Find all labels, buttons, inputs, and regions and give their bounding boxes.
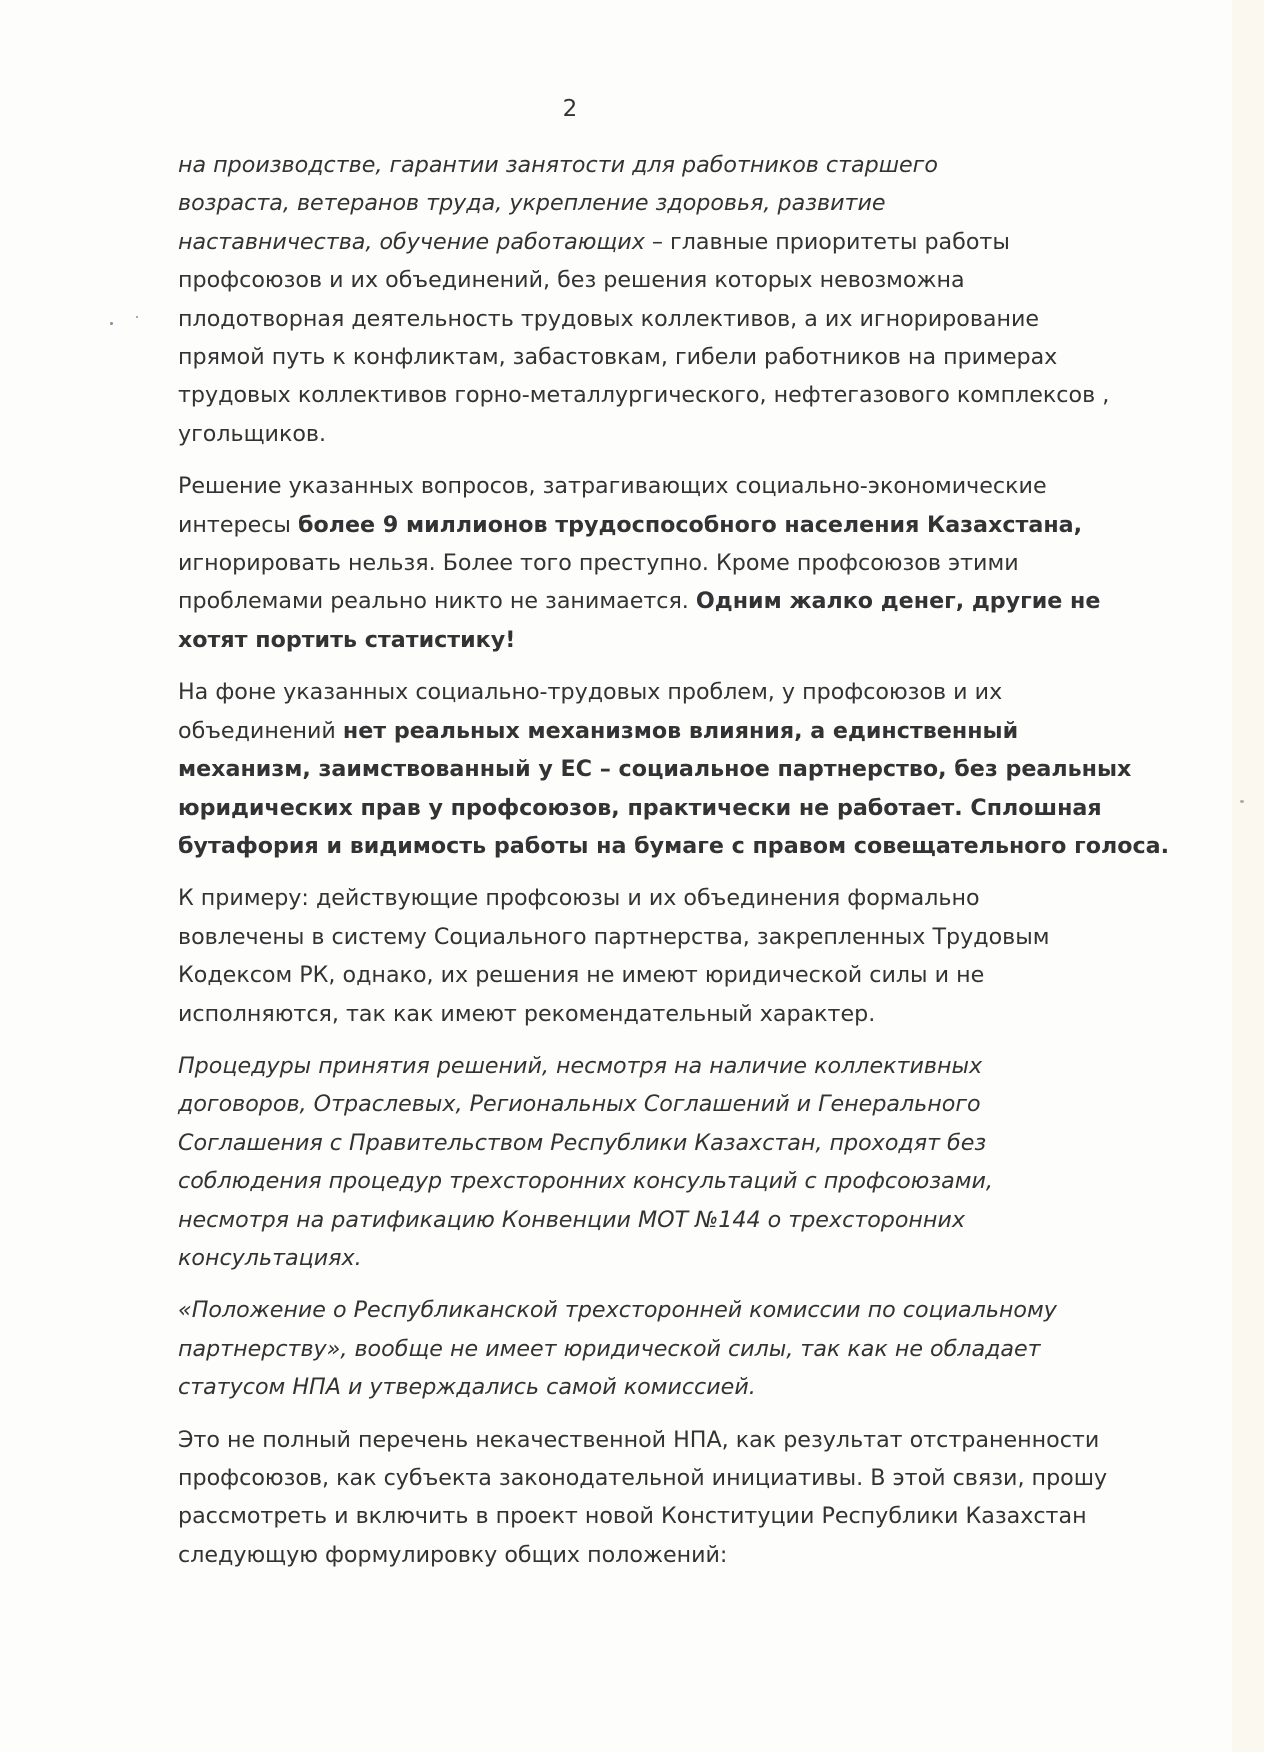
text-run: вовлечены в систему Социального партнерства, закрепленных Трудовым	[178, 923, 1050, 950]
text-run: – главные приоритеты работы	[644, 228, 1010, 255]
text-line	[178, 184, 1168, 222]
text-line	[178, 918, 1168, 956]
text-line	[178, 415, 1168, 453]
italic-text-run: «Положение о Республиканской трехсторонней комиссии по социальному	[178, 1297, 1057, 1324]
italic-text-run: возраста, ветеранов труда, укрепление здоровья, развитие	[178, 190, 886, 217]
bold-text-run: бутафория и видимость работы на бумаге с правом совещательного голоса.	[178, 832, 1169, 859]
text-line	[178, 1124, 1168, 1162]
scan-speck	[110, 322, 113, 325]
page-number: 2	[562, 96, 578, 122]
text-line	[178, 582, 1168, 620]
paragraph	[178, 467, 1168, 659]
text-run: проблемами реально никто не занимается.	[178, 588, 696, 615]
text-line	[178, 1421, 1168, 1459]
bold-text-run: нет реальных механизмов влияния, а единственный	[342, 717, 1019, 744]
paragraph	[178, 146, 1168, 453]
text-run: интересы	[178, 511, 299, 538]
bold-text-run: Одним жалко денег, другие не	[695, 588, 1101, 615]
italic-text-run: наставничества, обучение работающих	[178, 228, 645, 255]
text-line	[178, 879, 1168, 917]
document-body	[178, 146, 1168, 1588]
italic-text-run: несмотря на ратификацию Конвенции МОТ №144 о трехсторонних	[178, 1206, 965, 1233]
text-run: объединений	[178, 717, 343, 744]
italic-text-run: соблюдения процедур трехсторонних консультаций с профсоюзами,	[178, 1168, 993, 1195]
text-line	[178, 1459, 1168, 1497]
bold-text-run: более 9 миллионов трудоспособного населения Казахстана,	[298, 511, 1083, 538]
paragraph	[178, 1291, 1168, 1406]
text-line	[178, 1201, 1168, 1239]
text-line	[178, 1291, 1168, 1329]
scan-speck	[136, 316, 138, 318]
text-line	[178, 1085, 1168, 1123]
text-run: рассмотреть и включить в проект новой Конституции Республики Казахстан	[178, 1503, 1087, 1530]
bold-text-run: юридических прав у профсоюзов, практически не работает. Сплошная	[178, 794, 1102, 821]
text-line	[178, 300, 1168, 338]
bold-text-run: хотят портить статистику!	[178, 626, 516, 653]
scan-page-edge	[1232, 0, 1264, 1752]
text-line	[178, 1330, 1168, 1368]
text-run: исполняются, так как имеют рекомендательный характер.	[178, 1000, 876, 1027]
paragraph	[178, 1047, 1168, 1277]
text-run: профсоюзов и их объединений, без решения которых невозможна	[178, 267, 965, 294]
text-run: игнорировать нельзя. Более того преступно. Кроме профсоюзов этими	[178, 550, 1019, 577]
text-run: На фоне указанных социально-трудовых проблем, у профсоюзов и их	[178, 679, 1003, 706]
italic-text-run: Соглашения с Правительством Республики Казахстан, проходят без	[178, 1129, 987, 1156]
italic-text-run: статусом НПА и утверждались самой комиссией.	[178, 1374, 756, 1401]
text-run: К примеру: действующие профсоюзы и их объединения формально	[178, 885, 980, 912]
text-line	[178, 956, 1168, 994]
text-run: плодотворная деятельность трудовых коллективов, а их игнорирование	[178, 305, 1040, 332]
text-line	[178, 467, 1168, 505]
paragraph	[178, 673, 1168, 865]
italic-text-run: партнерству», вообще не имеет юридической силы, так как не обладает	[178, 1335, 1041, 1362]
text-line	[178, 376, 1168, 414]
text-run: прямой путь к конфликтам, забастовкам, гибели работников на примерах	[178, 344, 1058, 371]
text-line	[178, 750, 1168, 788]
text-line	[178, 544, 1168, 582]
paragraph	[178, 879, 1168, 1033]
text-run: Кодексом РК, однако, их решения не имеют юридической силы и не	[178, 962, 985, 989]
text-line	[178, 506, 1168, 544]
text-run: трудовых коллективов горно-металлургического, нефтегазового комплексов ,	[178, 382, 1110, 409]
text-run: угольщиков.	[178, 420, 327, 447]
text-line	[178, 338, 1168, 376]
italic-text-run: Процедуры принятия решений, несмотря на наличие коллективных	[178, 1052, 983, 1079]
italic-text-run: договоров, Отраслевых, Региональных Соглашений и Генерального	[178, 1091, 981, 1118]
text-line	[178, 712, 1168, 750]
paragraph	[178, 1421, 1168, 1575]
text-run: следующую формулировку общих положений:	[178, 1541, 728, 1568]
text-line	[178, 1368, 1168, 1406]
text-line	[178, 621, 1168, 659]
text-run: Это не полный перечень некачественной НПА, как результат отстраненности	[178, 1426, 1100, 1453]
text-line	[178, 261, 1168, 299]
italic-text-run: на производстве, гарантии занятости для работников старшего	[178, 152, 938, 178]
text-line	[178, 995, 1168, 1033]
text-line	[178, 223, 1168, 261]
scan-speck	[1240, 800, 1244, 803]
text-run: Решение указанных вопросов, затрагивающих социально-экономические	[178, 473, 1047, 500]
text-line	[178, 1497, 1168, 1535]
text-line	[178, 1239, 1168, 1277]
text-line	[178, 789, 1168, 827]
bold-text-run: механизм, заимствованный у ЕС – социальное партнерство, без реальных	[178, 756, 1132, 783]
text-run: профсоюзов, как субъекта законодательной инициативы. В этой связи, прошу	[178, 1465, 1108, 1491]
text-line	[178, 1162, 1168, 1200]
text-line	[178, 827, 1168, 865]
text-line	[178, 1536, 1168, 1574]
text-line	[178, 673, 1168, 711]
text-line	[178, 1047, 1168, 1085]
text-line	[178, 146, 1168, 184]
italic-text-run: консультациях.	[178, 1244, 362, 1271]
